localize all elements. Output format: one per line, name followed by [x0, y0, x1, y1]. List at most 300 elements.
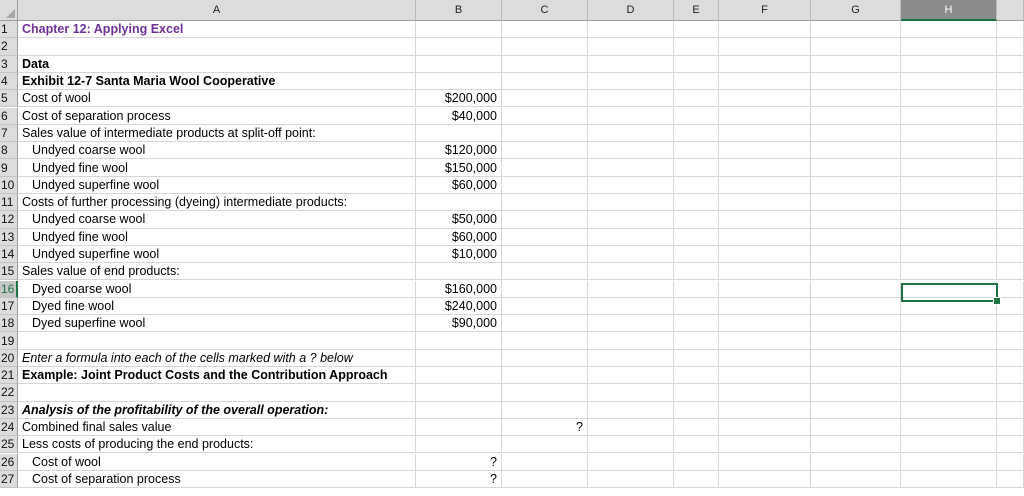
cell-b4[interactable] — [416, 73, 502, 90]
cell-i13[interactable] — [997, 229, 1024, 246]
cell-h15[interactable] — [901, 263, 997, 280]
cell-i12[interactable] — [997, 211, 1024, 228]
cell-f23[interactable] — [719, 402, 811, 419]
row-27 — [0, 471, 1024, 488]
row-header-18[interactable]: 18 — [0, 315, 18, 332]
cell-d25[interactable] — [588, 436, 674, 453]
cell-h26[interactable] — [901, 454, 997, 471]
cell-e14[interactable] — [674, 246, 719, 263]
cell-a2[interactable] — [18, 38, 416, 55]
cell-e6[interactable] — [674, 108, 719, 125]
active-cell-h16[interactable] — [901, 283, 998, 302]
cell-e9[interactable] — [674, 159, 719, 176]
row-header-2[interactable]: 2 — [0, 38, 18, 55]
cell-f11[interactable] — [719, 194, 811, 211]
row-13 — [0, 229, 1024, 246]
cell-h24[interactable] — [901, 419, 997, 436]
cell-b19[interactable] — [416, 332, 502, 349]
cell-h25[interactable] — [901, 436, 997, 453]
cell-c2[interactable] — [502, 38, 588, 55]
cell-f13[interactable] — [719, 229, 811, 246]
cell-e25[interactable] — [674, 436, 719, 453]
cell-b3[interactable] — [416, 56, 502, 73]
cell-d22[interactable] — [588, 384, 674, 401]
cell-b22[interactable] — [416, 384, 502, 401]
cell-f5[interactable] — [719, 90, 811, 107]
cell-h11[interactable] — [901, 194, 997, 211]
row-header-12[interactable]: 12 — [0, 211, 18, 228]
cell-d2[interactable] — [588, 38, 674, 55]
cell-a6[interactable] — [18, 108, 416, 125]
cell-c18[interactable] — [502, 315, 588, 332]
cell-b18[interactable]: $90,000 — [416, 315, 502, 332]
cell-c1[interactable] — [502, 21, 588, 38]
cell-e23[interactable] — [674, 402, 719, 419]
row-5 — [0, 90, 1024, 107]
cell-a8[interactable] — [18, 142, 416, 159]
cell-g17[interactable] — [811, 298, 901, 315]
cell-e27[interactable] — [674, 471, 719, 488]
cell-d18[interactable] — [588, 315, 674, 332]
cell-g4[interactable] — [811, 73, 901, 90]
cell-d12[interactable] — [588, 211, 674, 228]
cell-a16-text: Dyed coarse wool — [32, 281, 132, 296]
row-header-6[interactable]: 6 — [0, 108, 18, 125]
cell-e2[interactable] — [674, 38, 719, 55]
cell-d3[interactable] — [588, 56, 674, 73]
cell-d17[interactable] — [588, 298, 674, 315]
cell-c4[interactable] — [502, 73, 588, 90]
row-header-8[interactable]: 8 — [0, 142, 18, 159]
cell-c19[interactable] — [502, 332, 588, 349]
cell-a1[interactable] — [18, 21, 416, 38]
cell-e1[interactable] — [674, 21, 719, 38]
cell-a26-text: Cost of wool — [32, 454, 101, 469]
cell-g18[interactable] — [811, 315, 901, 332]
cell-d1[interactable] — [588, 21, 674, 38]
cell-e15[interactable] — [674, 263, 719, 280]
cell-c8[interactable] — [502, 142, 588, 159]
cell-i26[interactable] — [997, 454, 1024, 471]
cell-a10-text: Undyed superfine wool — [32, 177, 160, 192]
cell-d8[interactable] — [588, 142, 674, 159]
cell-i5[interactable] — [997, 90, 1024, 107]
row-header-26[interactable]: 26 — [0, 454, 18, 471]
cell-g10[interactable] — [811, 177, 901, 194]
cell-a27[interactable] — [18, 471, 416, 488]
cell-d13[interactable] — [588, 229, 674, 246]
cell-a25[interactable] — [18, 436, 416, 453]
cell-g19[interactable] — [811, 332, 901, 349]
cell-e18[interactable] — [674, 315, 719, 332]
row-header-16[interactable]: 16 — [0, 281, 18, 298]
row-header-1[interactable]: 1 — [0, 21, 18, 38]
cell-f6[interactable] — [719, 108, 811, 125]
cell-h23[interactable] — [901, 402, 997, 419]
cell-i11[interactable] — [997, 194, 1024, 211]
row-header-4[interactable]: 4 — [0, 73, 18, 90]
cell-h8[interactable] — [901, 142, 997, 159]
cell-d16[interactable] — [588, 281, 674, 298]
cell-e22[interactable] — [674, 384, 719, 401]
cell-a5[interactable] — [18, 90, 416, 107]
row-header-11[interactable]: 11 — [0, 194, 18, 211]
cell-f19[interactable] — [719, 332, 811, 349]
cell-g26[interactable] — [811, 454, 901, 471]
cell-g16[interactable] — [811, 281, 901, 298]
column-header-partial[interactable] — [997, 0, 1024, 21]
cell-c20[interactable] — [502, 350, 588, 367]
cell-g9[interactable] — [811, 159, 901, 176]
cell-i14[interactable] — [997, 246, 1024, 263]
cell-i10[interactable] — [997, 177, 1024, 194]
cell-g20[interactable] — [811, 350, 901, 367]
cell-f22[interactable] — [719, 384, 811, 401]
cell-f27[interactable] — [719, 471, 811, 488]
cell-d15[interactable] — [588, 263, 674, 280]
cell-e16[interactable] — [674, 281, 719, 298]
cell-c12[interactable] — [502, 211, 588, 228]
cell-g24[interactable] — [811, 419, 901, 436]
cell-f21[interactable] — [719, 367, 811, 384]
cell-i15[interactable] — [997, 263, 1024, 280]
cell-i18[interactable] — [997, 315, 1024, 332]
select-all-corner[interactable] — [0, 0, 18, 21]
row-header-23[interactable]: 23 — [0, 402, 18, 419]
column-header-b[interactable]: B — [416, 0, 502, 21]
cell-f2[interactable] — [719, 38, 811, 55]
row-15 — [0, 263, 1024, 280]
cell-d6[interactable] — [588, 108, 674, 125]
cell-h14[interactable] — [901, 246, 997, 263]
cell-e11[interactable] — [674, 194, 719, 211]
cell-e5[interactable] — [674, 90, 719, 107]
cell-i24[interactable] — [997, 419, 1024, 436]
cell-d5[interactable] — [588, 90, 674, 107]
cell-g8[interactable] — [811, 142, 901, 159]
cell-d11[interactable] — [588, 194, 674, 211]
cell-i19[interactable] — [997, 332, 1024, 349]
cell-g21[interactable] — [811, 367, 901, 384]
cell-a12[interactable] — [18, 211, 416, 228]
cell-b26[interactable]: ? — [416, 454, 502, 471]
cell-c6[interactable] — [502, 108, 588, 125]
cell-d24[interactable] — [588, 419, 674, 436]
cell-i23[interactable] — [997, 402, 1024, 419]
cell-i1[interactable] — [997, 21, 1024, 38]
cell-c17[interactable] — [502, 298, 588, 315]
cell-d4[interactable] — [588, 73, 674, 90]
cell-e10[interactable] — [674, 177, 719, 194]
cell-a7[interactable] — [18, 125, 416, 142]
cell-f7[interactable] — [719, 125, 811, 142]
row-header-9[interactable]: 9 — [0, 159, 18, 176]
cell-f18[interactable] — [719, 315, 811, 332]
cell-e24[interactable] — [674, 419, 719, 436]
cell-b14[interactable]: $10,000 — [416, 246, 502, 263]
cell-b7[interactable] — [416, 125, 502, 142]
cell-b5[interactable]: $200,000 — [416, 90, 502, 107]
cell-b20[interactable] — [416, 350, 502, 367]
cell-g22[interactable] — [811, 384, 901, 401]
cell-d14[interactable] — [588, 246, 674, 263]
cell-e3[interactable] — [674, 56, 719, 73]
cell-h18[interactable] — [901, 315, 997, 332]
cell-g3[interactable] — [811, 56, 901, 73]
cell-a3[interactable] — [18, 56, 416, 73]
cell-i4[interactable] — [997, 73, 1024, 90]
cell-g25[interactable] — [811, 436, 901, 453]
cell-h20[interactable] — [901, 350, 997, 367]
cell-a26[interactable] — [18, 454, 416, 471]
row-header-25[interactable]: 25 — [0, 436, 18, 453]
cell-e19[interactable] — [674, 332, 719, 349]
cell-b9[interactable]: $150,000 — [416, 159, 502, 176]
cell-c25[interactable] — [502, 436, 588, 453]
cell-c11[interactable] — [502, 194, 588, 211]
cell-d19[interactable] — [588, 332, 674, 349]
column-header-f[interactable]: F — [719, 0, 811, 21]
cell-b21[interactable] — [416, 367, 502, 384]
cell-e20[interactable] — [674, 350, 719, 367]
cell-d26[interactable] — [588, 454, 674, 471]
cell-i6[interactable] — [997, 108, 1024, 125]
row-header-13[interactable]: 13 — [0, 229, 18, 246]
cell-f15[interactable] — [719, 263, 811, 280]
cell-a25-text: Less costs of producing the end products: — [22, 437, 254, 452]
cell-g6[interactable] — [811, 108, 901, 125]
row-header-10[interactable]: 10 — [0, 177, 18, 194]
cell-i8[interactable] — [997, 142, 1024, 159]
cell-c9[interactable] — [502, 159, 588, 176]
cell-c7[interactable] — [502, 125, 588, 142]
cell-a24[interactable] — [18, 419, 416, 436]
cell-i20[interactable] — [997, 350, 1024, 367]
cell-a14[interactable] — [18, 246, 416, 263]
cell-b12[interactable]: $50,000 — [416, 211, 502, 228]
cell-a17[interactable] — [18, 298, 416, 315]
cell-a11[interactable] — [18, 194, 416, 211]
cell-h22[interactable] — [901, 384, 997, 401]
cell-f20[interactable] — [719, 350, 811, 367]
cell-f24[interactable] — [719, 419, 811, 436]
cell-g11[interactable] — [811, 194, 901, 211]
cell-i21[interactable] — [997, 367, 1024, 384]
cell-g2[interactable] — [811, 38, 901, 55]
row-header-22[interactable]: 22 — [0, 384, 18, 401]
row-14 — [0, 246, 1024, 263]
cell-g1[interactable] — [811, 21, 901, 38]
cell-b2[interactable] — [416, 38, 502, 55]
row-header-14[interactable]: 14 — [0, 246, 18, 263]
cell-i9[interactable] — [997, 159, 1024, 176]
cell-a9[interactable] — [18, 159, 416, 176]
cell-b10[interactable]: $60,000 — [416, 177, 502, 194]
row-20 — [0, 350, 1024, 367]
cell-a4[interactable] — [18, 73, 416, 90]
cell-i3[interactable] — [997, 56, 1024, 73]
cell-g23[interactable] — [811, 402, 901, 419]
cell-e17[interactable] — [674, 298, 719, 315]
cell-g13[interactable] — [811, 229, 901, 246]
cell-g7[interactable] — [811, 125, 901, 142]
column-header-g[interactable]: G — [811, 0, 901, 21]
cell-a20-text: Enter a formula into each of the cells marked with a ? below — [22, 350, 353, 365]
cell-h21[interactable] — [901, 367, 997, 384]
cell-b1[interactable] — [416, 21, 502, 38]
cell-f16[interactable] — [719, 281, 811, 298]
cell-c15[interactable] — [502, 263, 588, 280]
cell-f8[interactable] — [719, 142, 811, 159]
row-26 — [0, 454, 1024, 471]
cell-a19[interactable] — [18, 332, 416, 349]
cell-g14[interactable] — [811, 246, 901, 263]
cell-g12[interactable] — [811, 211, 901, 228]
cell-h1[interactable] — [901, 21, 997, 38]
cell-b27[interactable]: ? — [416, 471, 502, 488]
cell-d27[interactable] — [588, 471, 674, 488]
cell-f14[interactable] — [719, 246, 811, 263]
cell-h7[interactable] — [901, 125, 997, 142]
cell-f4[interactable] — [719, 73, 811, 90]
cell-c24[interactable]: ? — [502, 419, 588, 436]
cell-h19[interactable] — [901, 332, 997, 349]
cell-d23[interactable] — [588, 402, 674, 419]
cell-c14[interactable] — [502, 246, 588, 263]
cell-b16[interactable]: $160,000 — [416, 281, 502, 298]
cell-d9[interactable] — [588, 159, 674, 176]
cell-e13[interactable] — [674, 229, 719, 246]
fill-handle[interactable] — [993, 297, 1001, 305]
cell-b8[interactable]: $120,000 — [416, 142, 502, 159]
cell-i22[interactable] — [997, 384, 1024, 401]
row-header-3[interactable]: 3 — [0, 56, 18, 73]
column-header-d[interactable]: D — [588, 0, 674, 21]
row-header-24[interactable]: 24 — [0, 419, 18, 436]
cell-f25[interactable] — [719, 436, 811, 453]
cell-i7[interactable] — [997, 125, 1024, 142]
row-header-5[interactable]: 5 — [0, 90, 18, 107]
cell-c22[interactable] — [502, 384, 588, 401]
cell-a14-text: Undyed superfine wool — [32, 247, 160, 262]
cell-f1[interactable] — [719, 21, 811, 38]
cell-h13[interactable] — [901, 229, 997, 246]
cell-a5-text: Cost of wool — [22, 91, 91, 106]
cell-g5[interactable] — [811, 90, 901, 107]
row-header-7[interactable]: 7 — [0, 125, 18, 142]
cell-f9[interactable] — [719, 159, 811, 176]
cell-c5[interactable] — [502, 90, 588, 107]
cell-b15[interactable] — [416, 263, 502, 280]
cell-b17[interactable]: $240,000 — [416, 298, 502, 315]
row-1 — [0, 21, 1024, 38]
cell-c27[interactable] — [502, 471, 588, 488]
row-header-19[interactable]: 19 — [0, 332, 18, 349]
cell-e26[interactable] — [674, 454, 719, 471]
cell-h9[interactable] — [901, 159, 997, 176]
cell-i25[interactable] — [997, 436, 1024, 453]
cell-h2[interactable] — [901, 38, 997, 55]
row-11 — [0, 194, 1024, 211]
column-header-a[interactable]: A — [18, 0, 416, 21]
cell-c3[interactable] — [502, 56, 588, 73]
row-header-15[interactable]: 15 — [0, 263, 18, 280]
row-header-17[interactable]: 17 — [0, 298, 18, 315]
cell-h12[interactable] — [901, 211, 997, 228]
cell-b11[interactable] — [416, 194, 502, 211]
cell-a15[interactable] — [18, 263, 416, 280]
cell-a7-text: Sales value of intermediate products at split-off point: — [22, 125, 316, 140]
cell-b6[interactable]: $40,000 — [416, 108, 502, 125]
cell-a16[interactable] — [18, 281, 416, 298]
row-header-21[interactable]: 21 — [0, 367, 18, 384]
cell-b25[interactable] — [416, 436, 502, 453]
cell-f17[interactable] — [719, 298, 811, 315]
cell-b13[interactable]: $60,000 — [416, 229, 502, 246]
cell-h4[interactable] — [901, 73, 997, 90]
cell-e8[interactable] — [674, 142, 719, 159]
cell-a23[interactable] — [18, 402, 416, 419]
cell-f12[interactable] — [719, 211, 811, 228]
cell-i17[interactable] — [997, 298, 1024, 315]
column-header-c[interactable]: C — [502, 0, 588, 21]
cell-a22[interactable] — [18, 384, 416, 401]
cell-e12[interactable] — [674, 211, 719, 228]
row-header-20[interactable]: 20 — [0, 350, 18, 367]
cell-a13[interactable] — [18, 229, 416, 246]
cell-a10[interactable] — [18, 177, 416, 194]
cell-g27[interactable] — [811, 471, 901, 488]
cell-i16[interactable] — [997, 281, 1024, 298]
cell-h5[interactable] — [901, 90, 997, 107]
cell-d20[interactable] — [588, 350, 674, 367]
cell-c26[interactable] — [502, 454, 588, 471]
column-header-e[interactable]: E — [674, 0, 719, 21]
cell-a18[interactable] — [18, 315, 416, 332]
row-4 — [0, 73, 1024, 90]
cell-e21[interactable] — [674, 367, 719, 384]
cell-e4[interactable] — [674, 73, 719, 90]
cell-c16[interactable] — [502, 281, 588, 298]
cell-i27[interactable] — [997, 471, 1024, 488]
cell-c13[interactable] — [502, 229, 588, 246]
cell-h3[interactable] — [901, 56, 997, 73]
cell-a21[interactable] — [18, 367, 416, 384]
cell-e7[interactable] — [674, 125, 719, 142]
cell-c10[interactable] — [502, 177, 588, 194]
column-header-h[interactable]: H — [901, 0, 997, 21]
cell-h6[interactable] — [901, 108, 997, 125]
cell-b23[interactable] — [416, 402, 502, 419]
row-8 — [0, 142, 1024, 159]
cell-f26[interactable] — [719, 454, 811, 471]
cell-d10[interactable] — [588, 177, 674, 194]
cell-b24[interactable] — [416, 419, 502, 436]
cell-i2[interactable] — [997, 38, 1024, 55]
row-header-27[interactable]: 27 — [0, 471, 18, 488]
cell-a21-text: Example: Joint Product Costs and the Contribution Approach — [22, 368, 388, 383]
cell-f3[interactable] — [719, 56, 811, 73]
cell-a20[interactable] — [18, 350, 416, 367]
cell-h27[interactable] — [901, 471, 997, 488]
cell-c23[interactable] — [502, 402, 588, 419]
cell-d21[interactable] — [588, 367, 674, 384]
cell-c21[interactable] — [502, 367, 588, 384]
cell-d7[interactable] — [588, 125, 674, 142]
cell-h10[interactable] — [901, 177, 997, 194]
cell-f10[interactable] — [719, 177, 811, 194]
cell-g15[interactable] — [811, 263, 901, 280]
